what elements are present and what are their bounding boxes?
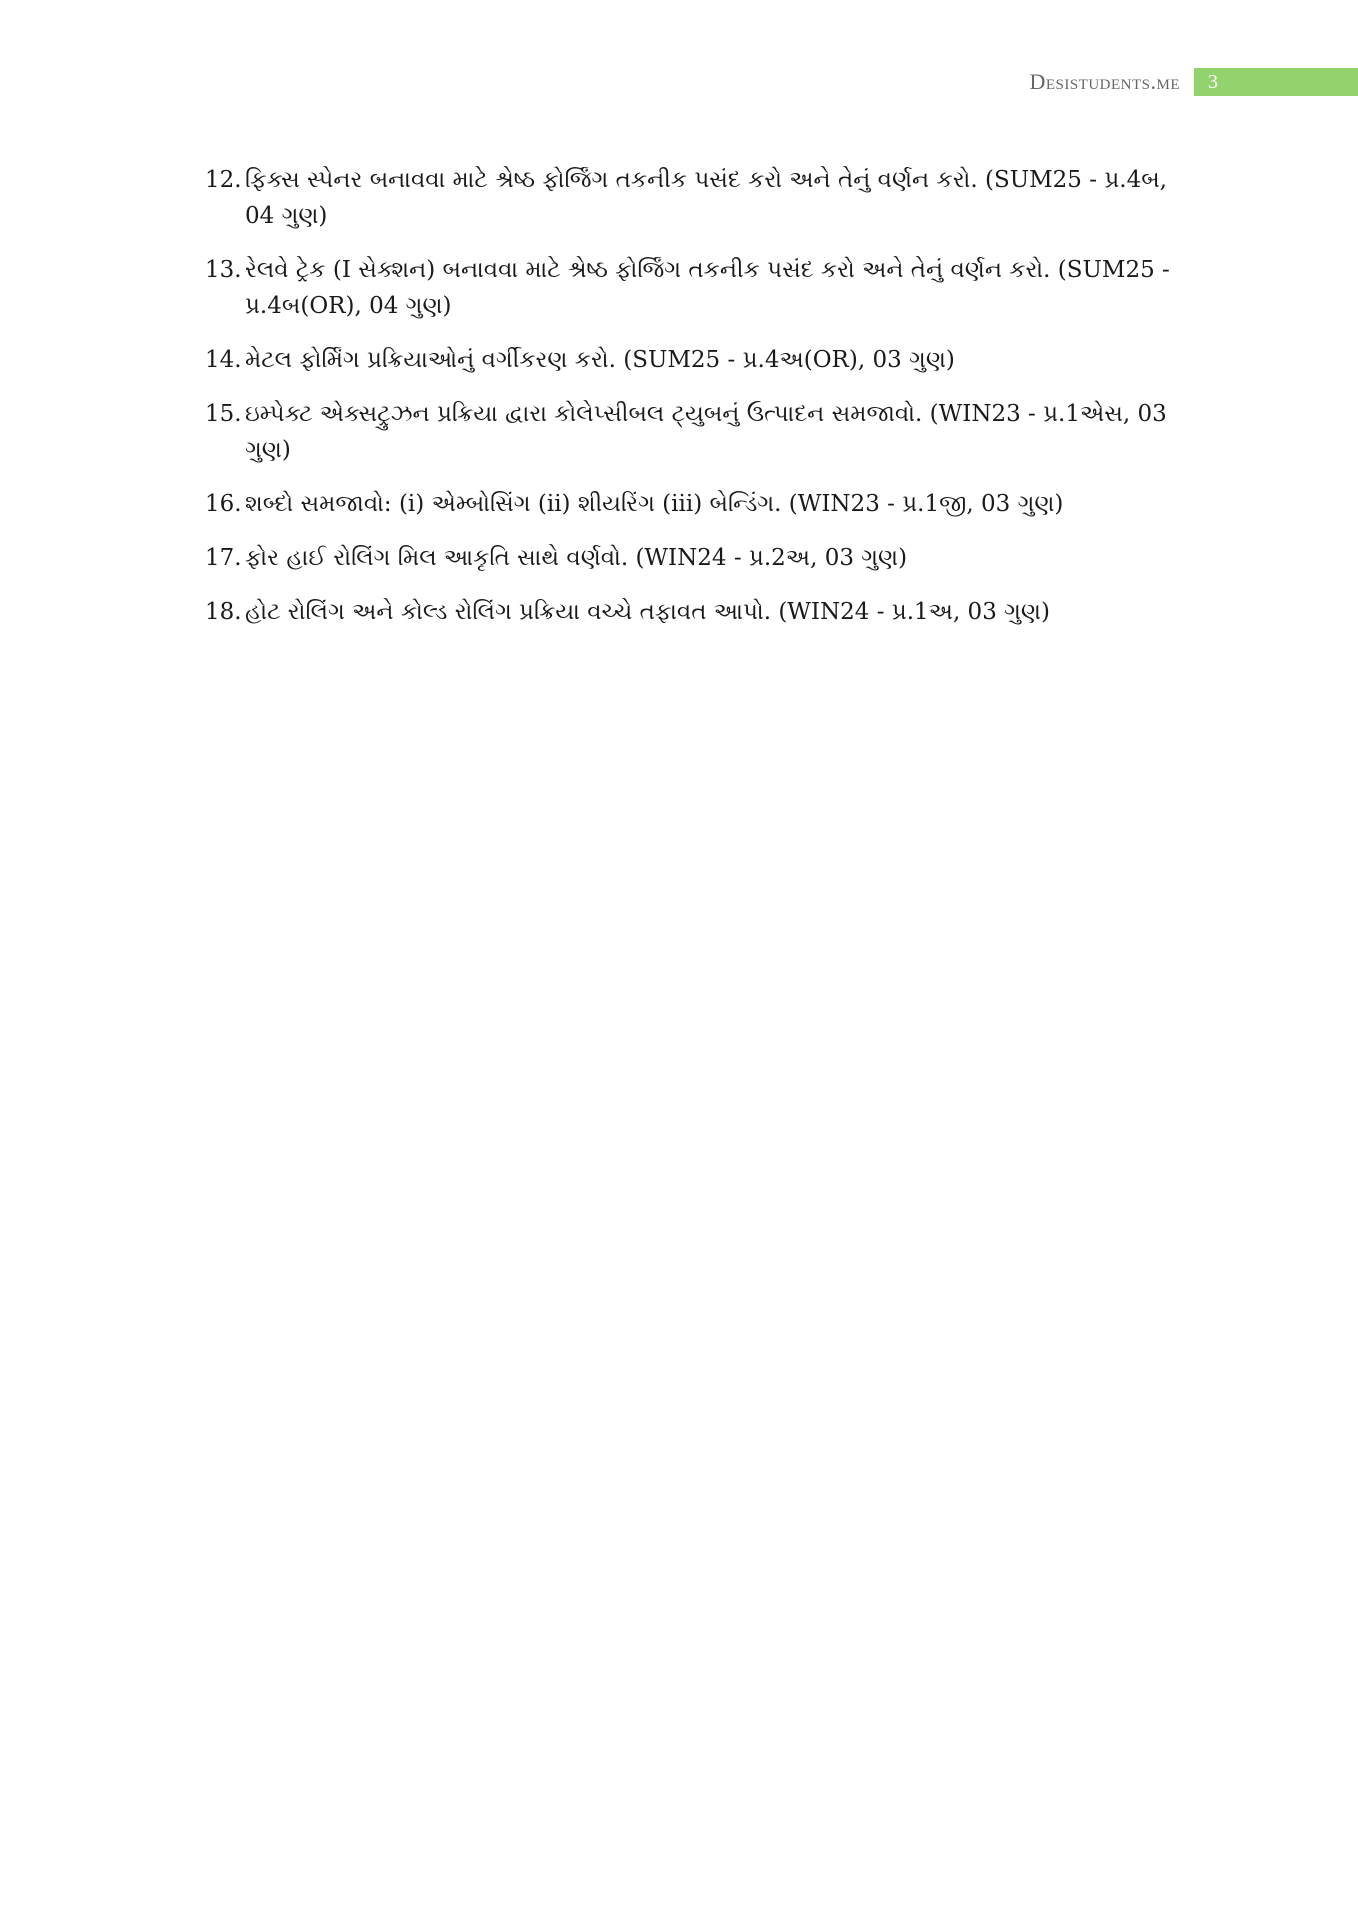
question-text: ફોર હાઈ રોલિંગ મિલ આકૃતિ સાથે વર્ણવો. (WIN24 - પ્ર.2અ, 03 ગુણ) [245, 545, 908, 571]
page-number: 3 [1208, 71, 1218, 93]
question-text: ફિક્સ સ્પેનર બનાવવા માટે શ્રેષ્ઠ ફોર્જિંગ તકનીક પસંદ કરો અને તેનું વર્ણન કરો. (SUM25 - પ્ર.4બ, 04 ગુણ) [245, 167, 1167, 229]
question-item [205, 342, 1185, 378]
page-number-badge [1194, 68, 1358, 96]
question-text: ઇમ્પેક્ટ એક્સટ્રુઝન પ્રક્રિયા દ્વારા કોલેપ્સીબલ ટ્યુબનું ઉત્પાદન સમજાવો. (WIN23 - પ્ર.1એસ, 03 ગુણ) [245, 401, 1167, 463]
question-text: મેટલ ફોર્મિંગ પ્રક્રિયાઓનું વર્ગીકરણ કરો. (SUM25 - પ્ર.4અ(OR), 03 ગુણ) [245, 347, 955, 373]
question-item [205, 486, 1185, 522]
question-text: રેલવે ટ્રેક (I સેક્શન) બનાવવા માટે શ્રેષ્ઠ ફોર્જિંગ તકનીક પસંદ કરો અને તેનું વર્ણન કરો. (SUM25 - પ્ર.4બ(OR), 04 ગુણ) [245, 257, 1170, 319]
question-number: 13. [205, 257, 242, 283]
question-text: હોટ રોલિંગ અને કોલ્ડ રોલિંગ પ્રક્રિયા વચ્ચે તફાવત આપો. (WIN24 - પ્ર.1અ, 03 ગુણ) [245, 599, 1050, 625]
page-header [1029, 68, 1358, 96]
question-text: શબ્દો સમજાવો: (i) એમ્બોસિંગ (ii) શીયરિંગ (iii) બેન્ડિંગ. (WIN23 - પ્ર.1જી, 03 ગુણ) [245, 491, 1064, 517]
question-list [205, 162, 1185, 648]
site-name: Desistudents.me [1029, 69, 1180, 94]
question-number: 15. [205, 401, 242, 427]
question-number: 16. [205, 491, 242, 517]
question-item [205, 396, 1185, 468]
question-item [205, 540, 1185, 576]
question-number: 18. [205, 599, 242, 625]
question-number: 12. [205, 167, 242, 193]
question-number: 17. [205, 545, 242, 571]
question-number: 14. [205, 347, 242, 373]
question-item [205, 252, 1185, 324]
question-item [205, 162, 1185, 234]
question-item [205, 594, 1185, 630]
